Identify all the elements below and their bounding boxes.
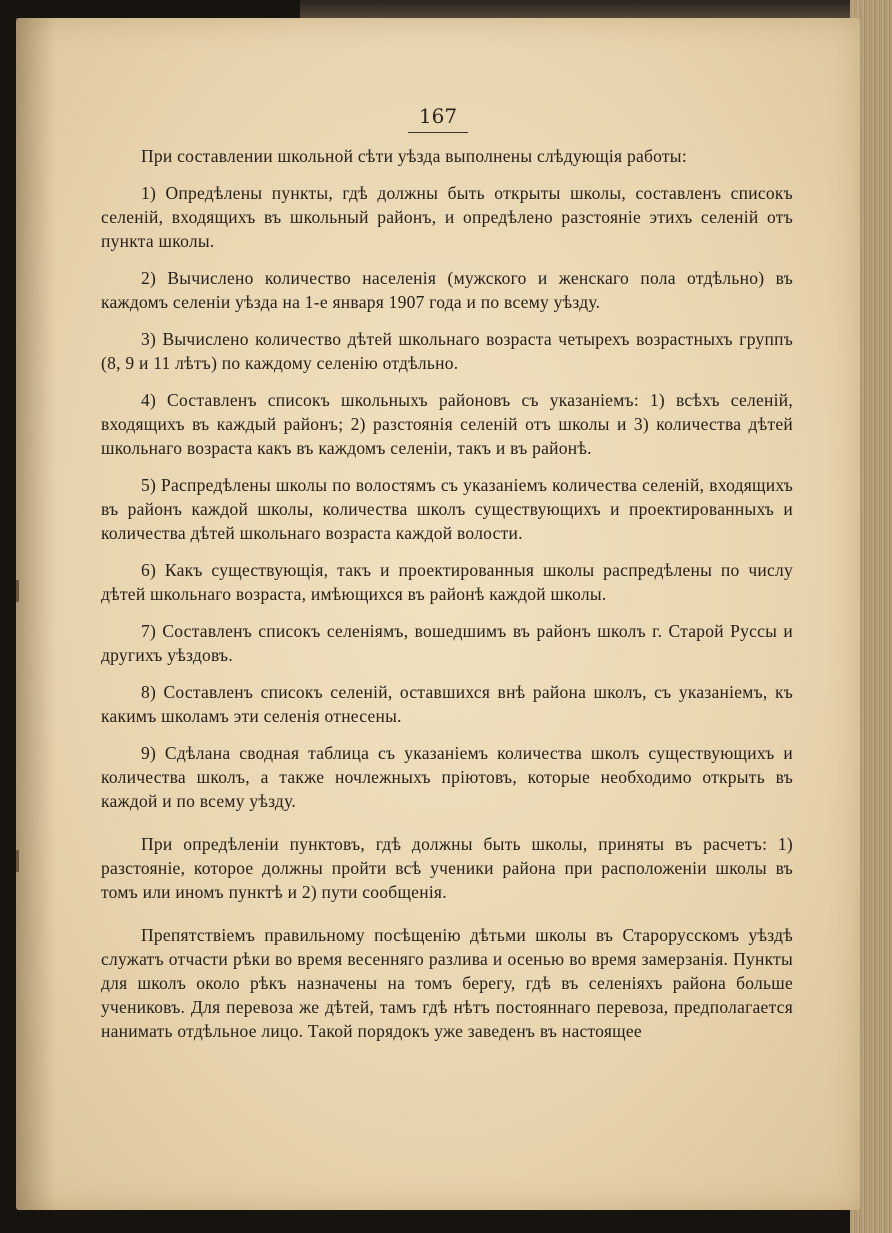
- paragraph-item-2: 2) Вычислено количество населенія (мужского и женскаго пола отдѣльно) въ каждомъ селеніи уѣзда на 1-е января 1907 года и по всему уѣзду.: [101, 268, 793, 312]
- book-page: [16, 18, 860, 1210]
- gutter-shadow: [16, 18, 56, 1210]
- paragraph-obstacles: Препятствіемъ правильному посѣщенію дѣтьми школы въ Старорусскомъ уѣздѣ служатъ отчасти рѣки во время весенняго разлива и осенью во время замерзанія. Пункты для школъ около рѣкъ назначены на томъ берегу, гдѣ въ селеніяхъ района больше учениковъ. Для перевоза же дѣтей, тамъ гдѣ нѣтъ постояннаго перевоза, предполагается нанимать отдѣльное лицо. Такой порядокъ уже заведенъ въ настоящее: [101, 925, 793, 1041]
- paragraph-item-9: 9) Сдѣлана сводная таблица съ указаніемъ количества школъ существующихъ и количества школъ, а также ночлежныхъ пріютовъ, которые необходимо открыть въ каждой и по всему уѣзду.: [101, 743, 793, 811]
- body-text: [101, 144, 793, 1056]
- paragraph-item-6: 6) Какъ существующія, такъ и проектированныя школы распредѣлены по числу дѣтей школьнаго возраста, имѣющихся въ районѣ каждой школы.: [101, 560, 793, 604]
- paragraph-item-7: 7) Составленъ списокъ селеніямъ, вошедшимъ въ районъ школъ г. Старой Руссы и другихъ уѣздовъ.: [101, 621, 793, 665]
- paragraph-item-8: 8) Составленъ списокъ селеній, оставшихся внѣ района школъ, съ указаніемъ, къ какимъ школамъ эти селенія отнесены.: [101, 682, 793, 726]
- paragraph-school-points: При опредѣленіи пунктовъ, гдѣ должны быть школы, приняты въ расчетъ: 1) разстояніе, которое должны пройти всѣ ученики района при расположеніи школы въ томъ или иномъ пунктѣ и 2) пути сообщенія.: [101, 834, 793, 902]
- paragraph-item-3: 3) Вычислено количество дѣтей школьнаго возраста четырехъ возрастныхъ группъ (8, 9 и 11 лѣтъ) по каждому селенію отдѣльно.: [101, 329, 793, 373]
- binding-mark: [16, 580, 19, 602]
- page-number: 167: [418, 104, 458, 128]
- paragraph-item-5: 5) Распредѣлены школы по волостямъ съ указаніемъ количества селеній, входящихъ въ районъ каждой школы, количества школъ существующихъ и проектированныхъ и количества дѣтей школьнаго возраста каждой волости.: [101, 475, 793, 543]
- paragraph-intro: При составлении школьной сѣти уѣзда выполнены слѣдующія работы:: [141, 146, 687, 166]
- binding-mark: [16, 850, 19, 872]
- paragraph-item-4: 4) Составленъ списокъ школьныхъ районовъ съ указаніемъ: 1) всѣхъ селеній, входящихъ въ каждый районъ; 2) разстоянія селеній отъ школы и 3) количества дѣтей школьнаго возраста какъ въ каждомъ селеніи, такъ и въ районѣ.: [101, 390, 793, 458]
- page-number-rule: [408, 132, 468, 133]
- paragraph-item-1: 1) Опредѣлены пункты, гдѣ должны быть открыты школы, составленъ списокъ селеній, входящихъ въ школьный районъ, и опредѣлено разстояніе этихъ селеній отъ пункта школы.: [101, 183, 793, 251]
